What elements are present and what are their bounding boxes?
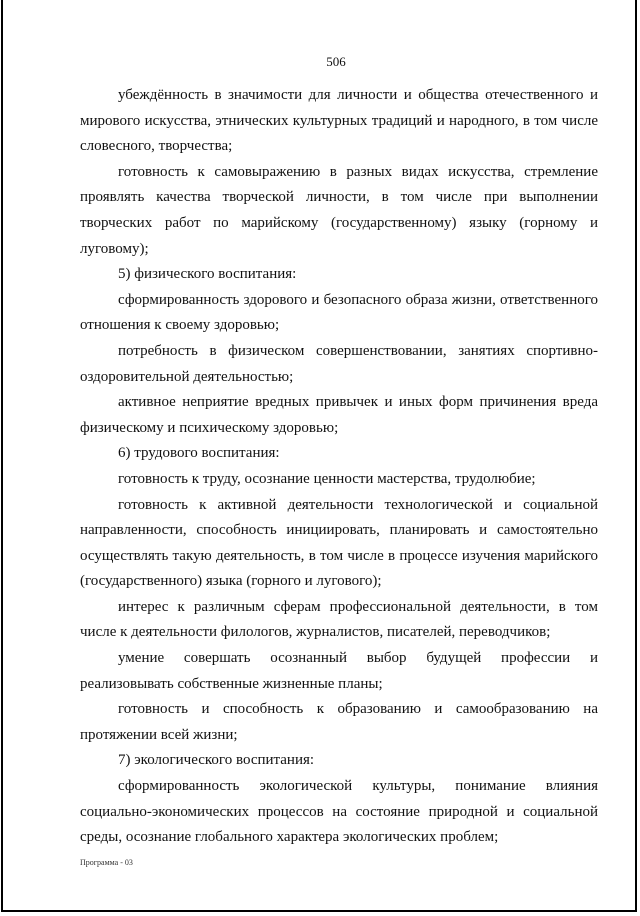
- paragraph: интерес к различным сферам профессиональной деятельности, в том числе к деятельности филологов, журналистов, писателей, переводчиков;: [80, 598, 598, 641]
- paragraph: умение совершать осознанный выбор будущей профессии и реализовывать собственные жизненные планы;: [80, 650, 598, 692]
- paragraph: потребность в физическом совершенствовании, занятиях спортивно-оздоровительной деятельностью;: [80, 342, 598, 385]
- paragraph: готовность к самовыражению в разных видах искусства, стремление проявлять качества творческой личности, в том числе при выполнении творческих работ по марийскому (государственному) языку (горному и луговому);: [80, 163, 598, 257]
- paragraph: готовность и способность к образованию и самообразованию на протяжении всей жизни;: [80, 701, 598, 743]
- page-number: 506: [326, 54, 346, 69]
- paragraph: сформированность экологической культуры, понимание влияния социально-экономических процессов на состояние природной и социальной среды, осознание глобального характера экологических проблем;: [80, 778, 598, 846]
- paragraph: готовность к активной деятельности технологической и социальной направленности, способность инициировать, планировать и самостоятельно осуществлять такую деятельность, в том числе в процессе изучения марийского (государственного) языка (горного и лугового);: [80, 496, 598, 590]
- footer-label: Программа - 03: [80, 858, 133, 867]
- section-heading: 6) трудового воспитания:: [118, 445, 280, 462]
- section-heading: 7) экологического воспитания:: [118, 752, 315, 769]
- paragraph: сформированность здорового и безопасного образа жизни, ответственного отношения к своему здоровью;: [80, 291, 598, 334]
- section-heading: 5) физического воспитания:: [118, 266, 297, 283]
- document-body: [80, 83, 598, 851]
- paragraph: активное неприятие вредных привычек и иных форм причинения вреда физическому и психическому здоровью;: [80, 394, 598, 436]
- paragraph: убеждённость в значимости для личности и общества отечественного и мирового искусства, этнических культурных традиций и народного, в том числе словесного, творчества;: [80, 87, 598, 155]
- paragraph: готовность к труду, осознание ценности мастерства, трудолюбие;: [118, 470, 536, 487]
